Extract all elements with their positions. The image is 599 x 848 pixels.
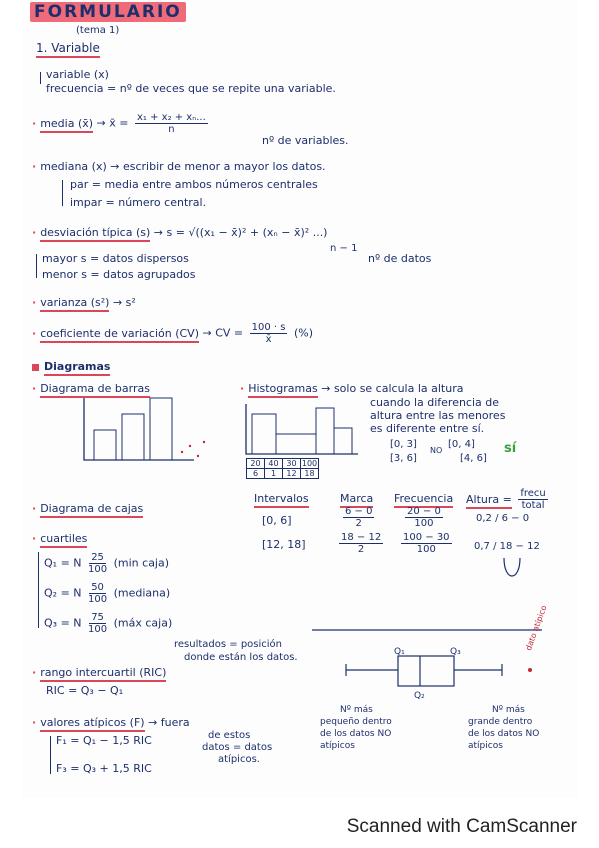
bullet: ·	[32, 326, 37, 340]
min-label: Nº más	[340, 705, 373, 715]
min-desc-3: atípicos	[320, 741, 355, 751]
f1-formula: F₁ = Q₁ − 1,5 RIC	[56, 734, 152, 747]
cv-fraction	[250, 322, 288, 345]
table-cell: 6	[247, 469, 265, 479]
cv-numerator: 100 · s	[251, 322, 286, 333]
ric-label: rango intercuartil (RIC)	[40, 666, 166, 682]
min-desc-2: de los datos NO	[320, 729, 392, 739]
row2-marca-den: 2	[357, 544, 365, 555]
media-note: nº de variables.	[262, 134, 349, 147]
page-title: FORMULARIO	[30, 2, 186, 22]
interval-a: [0, 3]	[390, 439, 417, 450]
row1-frec-num: 20 − 0	[407, 506, 441, 517]
altura-denominator: total	[521, 500, 545, 511]
varianza-formula: → s²	[112, 296, 136, 309]
variable-definition: variable (x)	[46, 68, 109, 81]
histograma-label: Histogramas	[248, 382, 318, 398]
cv-lhs: → CV =	[202, 326, 244, 340]
histo-text-4: es diferente entre sí.	[370, 422, 485, 435]
atipicos-desc-2: de estos	[208, 730, 251, 741]
q2-formula	[44, 582, 170, 605]
brace-atipicos	[50, 736, 51, 774]
atipicos-desc-4: atípicos.	[218, 754, 260, 765]
col-altura	[466, 488, 551, 511]
q3-note: (máx caja)	[113, 616, 173, 630]
row2-altura: 0,7 / 18 − 12	[474, 541, 540, 552]
media-numerator: x₁ + x₂ + xₙ...	[136, 112, 206, 123]
curve-sketch	[502, 556, 522, 586]
table-cell: 40	[265, 459, 283, 469]
box-plot-sketch	[312, 626, 552, 706]
row1-altura: 0,2 / 6 − 0	[476, 513, 530, 524]
q3-den: 100	[88, 624, 108, 635]
ric-line	[32, 666, 166, 679]
histograma-line	[240, 382, 463, 395]
cuartiles-line	[32, 532, 87, 545]
max-label: Nº más	[492, 705, 525, 715]
frecuencia-definition: frecuencia = nº de veces que se repite una variable.	[46, 82, 336, 95]
row1-frec-fraction	[405, 506, 443, 529]
cv-line	[32, 322, 313, 345]
brace-definitions	[40, 72, 41, 84]
desviacion-note: nº de datos	[368, 252, 432, 265]
histo-text-1: → solo se calcula la altura	[321, 382, 464, 395]
brace-mediana	[62, 180, 63, 206]
atipicos-label: valores atípicos (F)	[40, 716, 144, 732]
media-formula-lhs: → x̄ =	[96, 116, 129, 130]
q1-formula	[44, 552, 169, 575]
table-cell: 1	[265, 469, 283, 479]
media-label: media (x̄)	[40, 117, 93, 133]
bullet: ·	[32, 116, 37, 130]
bullet: ·	[32, 382, 37, 395]
varianza-line	[32, 296, 136, 309]
col-marca: Marca	[340, 492, 373, 508]
table-cell: 18	[301, 469, 319, 479]
interval-c: [0, 4]	[448, 439, 475, 450]
bar-diagram-sketch	[82, 394, 212, 466]
q3-num: 75	[91, 612, 104, 623]
row2-marca-num: 18 − 12	[341, 532, 382, 543]
q2-label: Q₂ = N	[44, 586, 82, 600]
desviacion-line	[32, 226, 327, 239]
varianza-label: varianza (s²)	[40, 296, 109, 312]
bullet: ·	[32, 226, 37, 239]
desviacion-label: desviación típica (s)	[40, 226, 150, 242]
row2-marca-fraction	[339, 532, 383, 555]
table-cell: 20	[247, 459, 265, 469]
section-variable-title: 1. Variable	[36, 42, 100, 58]
box-q2-label: Q₂	[414, 691, 425, 701]
q1-label: Q₁ = N	[44, 556, 82, 570]
bullet: ·	[32, 532, 37, 545]
cuartiles-label: cuartiles	[40, 532, 87, 548]
resultados-2: donde están los datos.	[184, 652, 298, 663]
bullet: ·	[32, 296, 37, 309]
interval-si: sí	[504, 441, 517, 456]
resultados-1: resultados = posición	[174, 639, 283, 650]
col-frecuencia: Frecuencia	[394, 492, 453, 508]
q3-fraction	[88, 612, 107, 635]
barras-label: Diagrama de barras	[40, 382, 150, 398]
bullet: ·	[32, 666, 37, 679]
row2-interval: [12, 18]	[262, 538, 306, 551]
cv-unit: (%)	[293, 326, 314, 340]
desviacion-formula: → s = √((x₁ − x̄)² + (xₙ − x̄)² ...)	[153, 226, 328, 239]
mediana-impar: impar = número central.	[70, 196, 207, 209]
col-altura-label: Altura =	[466, 493, 512, 509]
desviacion-mayor: mayor s = datos dispersos	[42, 252, 189, 265]
histogram-sketch	[244, 404, 362, 456]
table-cell: 100	[301, 459, 318, 468]
f3-formula: F₃ = Q₃ + 1,5 RIC	[56, 762, 152, 775]
scanner-watermark: Scanned with CamScanner	[346, 816, 577, 837]
cajas-line	[32, 502, 143, 515]
notes-page	[22, 0, 578, 798]
bullet: ·	[32, 502, 37, 515]
box-atipico-label: dato atípico	[523, 604, 549, 652]
interval-d: [4, 6]	[460, 453, 487, 464]
desviacion-denominator: n − 1	[330, 243, 358, 254]
q2-note: (mediana)	[113, 586, 171, 600]
row1-marca-num: 6 − 0	[345, 506, 373, 517]
col-intervalos: Intervalos	[254, 492, 309, 508]
row1-interval: [0, 6]	[262, 514, 292, 527]
brace-desviacion	[36, 254, 37, 278]
desviacion-menor: menor s = datos agrupados	[42, 268, 196, 281]
atipicos-line	[32, 716, 190, 729]
mediana-par: par = media entre ambos números centrales	[70, 178, 318, 191]
row1-marca-den: 2	[355, 518, 362, 529]
row2-frec-fraction	[401, 532, 452, 555]
q1-num: 25	[91, 552, 104, 563]
q2-fraction	[88, 582, 107, 605]
atipicos-desc-3: datos = datos	[202, 742, 273, 753]
table-cell: 30	[283, 459, 301, 469]
q2-num: 50	[91, 582, 104, 593]
cajas-label: Diagrama de cajas	[40, 502, 143, 518]
row2-frecuencia	[398, 532, 455, 555]
scanner-footer	[0, 808, 599, 848]
section-diagramas-title	[32, 360, 110, 373]
q2-den: 100	[88, 594, 108, 605]
mediana-text: mediana (x) → escribir de menor a mayor los datos.	[40, 160, 326, 173]
q1-fraction	[88, 552, 107, 575]
histo-text-3: altura entre las menores	[370, 409, 506, 422]
table-row	[247, 469, 319, 479]
q1-note: (min caja)	[113, 556, 170, 570]
mediana-line	[32, 160, 326, 173]
bullet: ·	[32, 160, 37, 173]
max-desc-3: atípicos	[468, 741, 503, 751]
row2-frec-den: 100	[416, 544, 436, 555]
table-row	[247, 459, 319, 469]
q3-formula	[44, 612, 172, 635]
table-cell: 12	[283, 469, 301, 479]
altura-numerator: frecu	[520, 488, 546, 499]
atipicos-desc-1: → fuera	[148, 716, 190, 729]
row2-marca	[336, 532, 386, 555]
cv-denominator: x̄	[265, 334, 272, 345]
media-line	[32, 112, 211, 135]
brace-cuartiles	[38, 552, 39, 628]
section-marker	[32, 364, 39, 371]
media-fraction	[135, 112, 208, 135]
ric-formula: RIC = Q₃ − Q₁	[46, 684, 124, 697]
box-q1-label: Q₁	[394, 647, 405, 657]
row1-marca	[340, 506, 377, 529]
histo-text-2: cuando la diferencia de	[370, 396, 500, 409]
box-q3-label: Q₃	[450, 647, 461, 657]
altura-fraction	[518, 488, 547, 511]
row2-frec-num: 100 − 30	[403, 532, 450, 543]
row1-frec-den: 100	[414, 518, 434, 529]
max-desc-1: grande dentro	[468, 717, 533, 727]
diagramas-title-text: Diagramas	[44, 360, 110, 376]
min-desc-1: pequeño dentro	[320, 717, 392, 727]
interval-b: [3, 6]	[390, 453, 417, 464]
media-denominator: n	[168, 124, 175, 135]
interval-no: NO	[430, 446, 443, 455]
bullet: ·	[240, 382, 245, 395]
row1-marca-fraction	[343, 506, 374, 529]
q3-label: Q₃ = N	[44, 616, 82, 630]
cv-label: coeficiente de variación (CV)	[40, 327, 199, 343]
page-subtitle: (tema 1)	[76, 25, 120, 36]
q1-den: 100	[88, 564, 108, 575]
row1-frecuencia	[402, 506, 446, 529]
max-desc-2: de los datos NO	[468, 729, 540, 739]
histogram-table	[246, 458, 319, 479]
bullet: ·	[32, 716, 37, 729]
